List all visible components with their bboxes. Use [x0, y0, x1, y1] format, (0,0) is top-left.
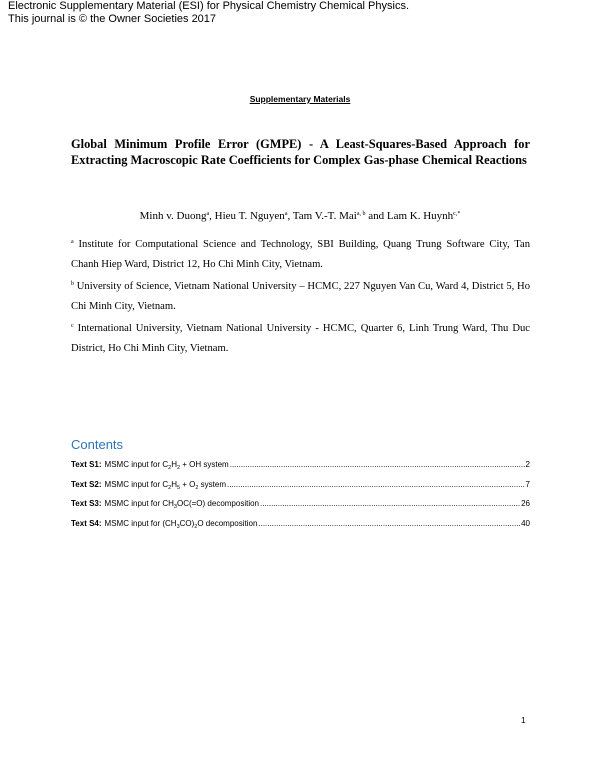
affiliation-mark: c — [71, 323, 74, 329]
author-affiliation-mark: a — [284, 211, 288, 217]
affiliation-b — [71, 277, 530, 317]
toc-leader-dots — [230, 458, 525, 471]
toc-label: Text S4 — [71, 518, 99, 528]
page-number: 1 — [521, 715, 526, 725]
supplementary-title: Supplementary Materials — [249, 94, 351, 104]
author-separator: , — [209, 210, 215, 222]
toc-text: MSMC input for $C_2H_2$ + OH system — [104, 460, 229, 471]
toc-text: MSMC input for $CH_3OC(=O)$ decomposition — [104, 499, 259, 510]
author-separator: , — [287, 210, 293, 222]
toc-label: Text S2 — [71, 479, 99, 489]
toc-page-number: 40 — [521, 518, 530, 528]
toc-entry-s3[interactable]: Text S3 : MSMC input for $CH_3OC(=O)$ decomposition ..... 26 — [71, 497, 530, 517]
table-of-contents — [71, 458, 530, 536]
toc-entry-s4[interactable]: Text S4 : MSMC input for $(CH_3CO)_2O$ decomposition ..... 40 — [71, 517, 530, 537]
toc-label: Text S1 — [71, 460, 99, 469]
affiliation-c — [71, 319, 530, 359]
author-list — [0, 210, 600, 222]
toc-leader-dots — [258, 517, 520, 530]
toc-label: Text S3 — [71, 499, 99, 508]
esi-header-line1: Electronic Supplementary Material (ESI) for Physical Chemistry Chemical Physics. — [8, 0, 410, 12]
toc-text: MSMC input for $C_2H_5 + O_2$ system — [104, 479, 226, 491]
author-name: Minh v. Duong — [139, 210, 207, 222]
toc-leader-dots — [227, 478, 525, 491]
affiliation-mark: b — [71, 281, 74, 287]
contents-heading: Contents — [71, 437, 124, 452]
esi-header — [8, 0, 409, 26]
affiliation-mark: a — [71, 239, 74, 245]
author-affiliation-mark: a, b — [356, 211, 366, 217]
author-conjunction: and — [365, 210, 387, 222]
affiliation-text: International University, Vietnam National University - HCMC, Quarter 6, Linh Trung Ward, Thu Duc District, Ho Chi Minh City, Vietnam. — [71, 323, 530, 354]
author-name: Tam V.-T. Mai — [292, 210, 357, 222]
esi-header-line2: This journal is © the Owner Societies 2017 — [8, 13, 217, 25]
toc-page-number: 2 — [525, 460, 530, 469]
toc-text: MSMC input for $(CH_3CO)_2O$ decomposition — [104, 518, 258, 530]
author-affiliation-mark: a — [206, 211, 210, 217]
toc-entry-s2[interactable]: Text S2 : MSMC input for $C_2H_5 + O_2$ system ..... 7 — [71, 478, 530, 498]
author-name: Lam K. Huynh — [386, 210, 454, 222]
paper-title: Global Minimum Profile Error (GMPE) - A Least-Squares-Based Approach for Extracting Macroscopic Rate Coefficients for Complex Gas-phase Chemical Reactions — [71, 137, 530, 167]
toc-page-number: 7 — [525, 479, 530, 489]
affiliation-a — [71, 235, 530, 275]
affiliation-text: Institute for Computational Science and Technology, SBI Building, Quang Trung Software City, Tan Chanh Hiep Ward, District 12, Ho Chi Minh City, Vietnam. — [71, 239, 530, 270]
author-affiliation-mark: c,* — [453, 211, 461, 217]
author-name: Hieu T. Nguyen — [214, 210, 285, 222]
toc-page-number: 26 — [521, 499, 530, 508]
toc-leader-dots — [260, 497, 520, 510]
toc-entry-s1[interactable]: Text S1 : MSMC input for $C_2H_2$ + OH system ..... 2 — [71, 458, 530, 478]
affiliation-text: University of Science, Vietnam National University – HCMC, 227 Nguyen Van Cu, Ward 4, District 5, Ho Chi Minh City, Vietnam. — [71, 281, 530, 312]
